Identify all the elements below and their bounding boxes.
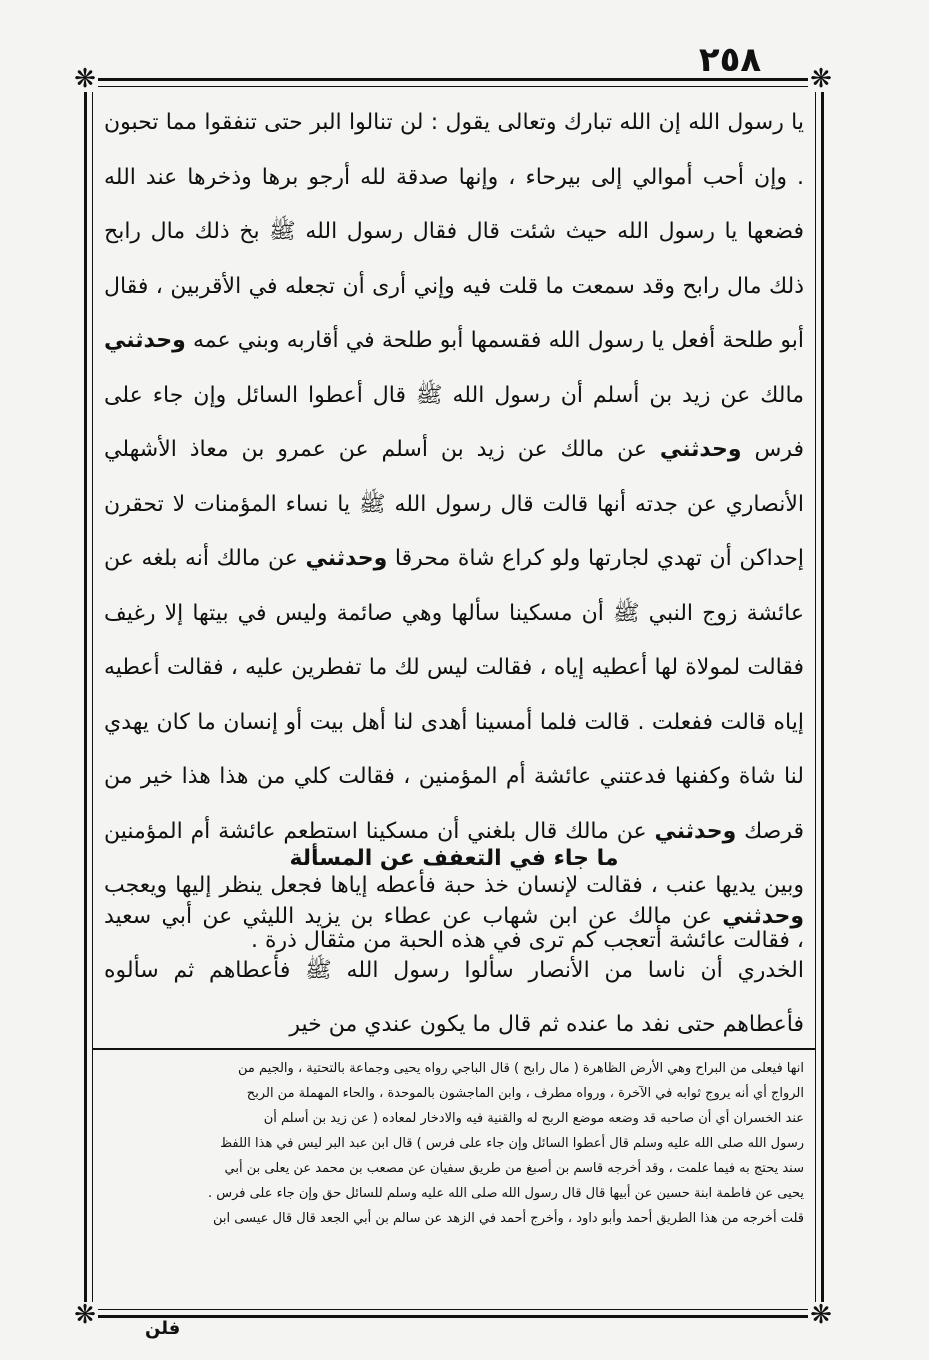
footnotes-block bbox=[104, 1056, 804, 1231]
text-run: مالك عن زيد بن أسلم أن رسول الله ﷺ قال أعطوا السائل وإن جاء على فرس bbox=[104, 382, 804, 462]
text-run: يا رسول الله إن الله تبارك وتعالى يقول : لن تنالوا البر حتى تنفقوا مما تحبون . وإن أحب أموالي إلى بيرحاء ، وإنها صدقة لله أرجو برها وذخرها عند الله فضعها يا رسول الله حيث شئت قال فقال رسول الله ﷺ بخ ذلك مال رابح ذلك مال رابح وقد سمعت ما قلت فيه وإني أرى أن تجعله في الأقربين ، فقال أبو طلحة أفعل يا رسول الله فقسمها أبو طلحة في أقاربه وبني عمه bbox=[104, 110, 804, 353]
main-paragraph bbox=[104, 96, 804, 968]
corner-ornament-icon: ❋ bbox=[72, 1302, 98, 1328]
section-heading: ما جاء في التعفف عن المسألة bbox=[289, 846, 619, 871]
catchword: فلن bbox=[145, 1318, 181, 1339]
corner-ornament-icon: ❋ bbox=[808, 66, 834, 92]
page-number: ٢٥٨ bbox=[698, 40, 762, 80]
text-run: عن مالك قال بلغني أن مسكينا استطعم عائشة أم المؤمنين وبين يديها عنب ، فقالت لإنسان خذ حبة فأعطه إياها فجعل ينظر إليها ويعجب ، فقالت عائشة أتعجب كم ترى في هذه الحبة من مثقال ذرة . bbox=[104, 818, 804, 953]
text-run: عن مالك عن ابن شهاب عن عطاء بن يزيد الليثي عن أبي سعيد الخدري أن ناسا من الأنصار سألوا رسول الله ﷺ فأعطاهم ثم سألوه فأعطاهم حتى نفد ما عنده ثم قال ما يكون عندي من خير bbox=[104, 904, 804, 1037]
footnote-line: الرواج أي أنه يروج ثوابه في الآخرة ، ورواه مطرف ، وابن الماجشون بالموحدة ، والحاء المهملة من الربح bbox=[246, 1086, 804, 1101]
footnote-line: عند الخسران أي أن صاحبه قد وضعه موضع الربح له والقنية فيه والادخار لمعاده ( عن زيد بن أسلم أن bbox=[263, 1111, 804, 1126]
text-run: عن مالك عن زيد بن أسلم عن عمرو بن معاذ الأشهلي الأنصاري عن جدته أنها قالت قال رسول الله ﷺ يا نساء المؤمنات لا تحقرن إحداكن أن تهدي لجارتها ولو كراع شاة محرقا bbox=[104, 437, 805, 571]
keyword-haddathani: وحدثني bbox=[104, 328, 186, 353]
corner-ornament-icon: ❋ bbox=[808, 1302, 834, 1328]
section-text-block bbox=[104, 890, 804, 1052]
main-text-block bbox=[104, 96, 804, 968]
footnote-divider bbox=[92, 1048, 816, 1050]
keyword-haddathani: وحدثني bbox=[659, 437, 742, 462]
keyword-haddathani: وحدثني bbox=[722, 904, 804, 929]
section-paragraph bbox=[104, 890, 804, 1052]
footnote-line: سند يحتج به فيما علمت ، وقد أخرجه قاسم بن أصبغ من طريق سفيان عن مصعب بن محمد عن يعلى بن أبي bbox=[224, 1161, 804, 1176]
footnote-line: يحيى عن فاطمة ابنة حسين عن أبيها قال قال رسول الله صلى الله عليه وسلم للسائل حق وإن جاء على فرس . bbox=[207, 1186, 804, 1201]
keyword-haddathani: وحدثني bbox=[654, 818, 737, 844]
text-run: عن مالك أنه بلغه عن عائشة زوج النبي ﷺ أن مسكينا سألها وهي صائمة وليس في بيتها إلا رغيف فقالت لمولاة لها أعطيه إياه ، فقالت ليس لك ما تفطرين عليه ، فقالت أعطيه إياه قالت ففعلت . قالت فلما أمسينا أهدى لنا أهل بيت أو إنسان ما كان يهدي لنا شاة وكفنها فدعتني عائشة أم المؤمنين ، فقالت كلي من هذا هذا خير من قرصك bbox=[104, 546, 804, 844]
corner-ornament-icon: ❋ bbox=[72, 66, 98, 92]
footnote-line: رسول الله صلى الله عليه وسلم قال أعطوا السائل وإن جاء على فرس ) قال ابن عبد البر ليس في هذا اللفظ bbox=[220, 1136, 804, 1151]
footnote-line: انها فيعلى من البراح وهي الأرض الظاهرة ( مال رابح ) قال الباجي رواه يحيى وجماعة بالتحتية ، والجيم من bbox=[238, 1061, 804, 1076]
keyword-haddathani: وحدثني bbox=[305, 546, 388, 571]
footnote-line: قلت أخرجه من هذا الطريق أحمد وأبو داود ، وأخرج أحمد في الزهد عن سالم بن أبي الجعد قال قال عيسى ابن bbox=[213, 1211, 804, 1226]
